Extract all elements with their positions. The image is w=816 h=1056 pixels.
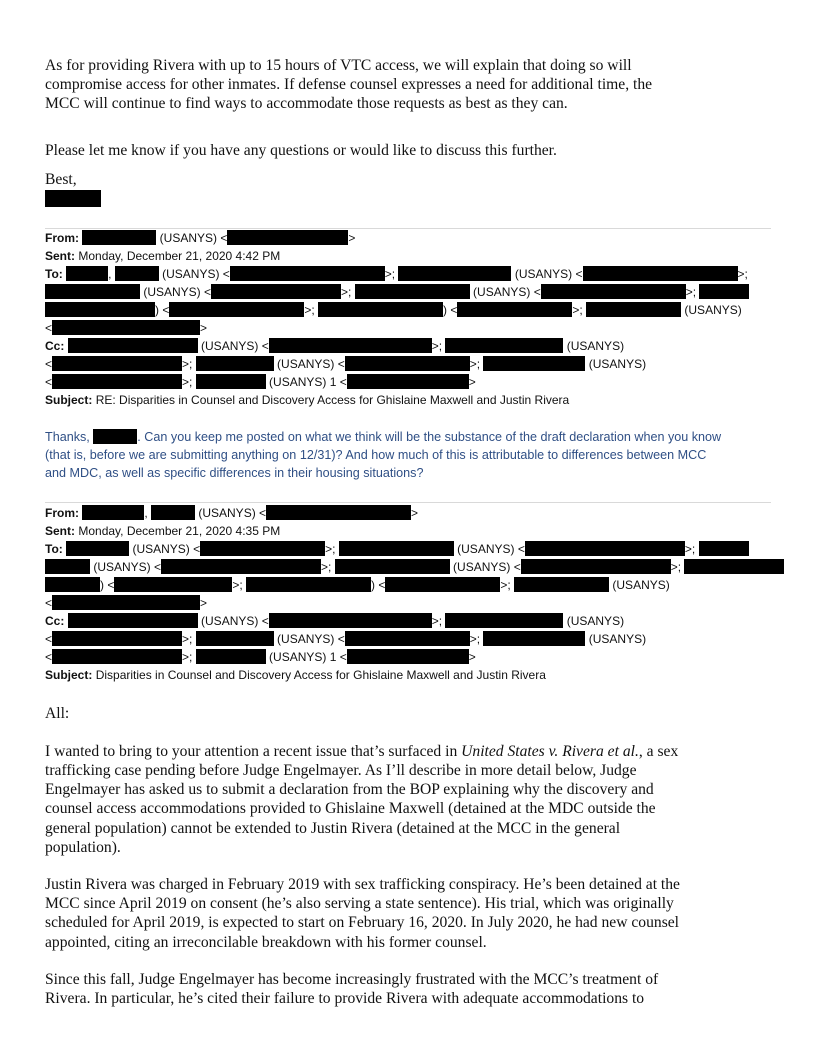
cc-line [45, 374, 476, 391]
redaction-box [211, 284, 341, 299]
field-label: From: [45, 231, 79, 245]
redaction-box [483, 356, 585, 371]
header-text: >; [182, 375, 196, 389]
redaction-box [699, 284, 749, 299]
text-line: MCC since April 2019 on consent (he’s also serving a state sentence). His trial, which was originally [45, 895, 674, 913]
subject-text: Disparities in Counsel and Discovery Access for Ghislaine Maxwell and Justin Rivera [95, 668, 546, 682]
redaction-box [514, 577, 609, 592]
text: Thanks, [45, 430, 94, 444]
text: . Can you keep me posted on what we think will be the substance of the draft declaration when you know [137, 430, 722, 444]
header-text: > [200, 321, 208, 335]
signoff: Best, [45, 171, 77, 188]
field-label: Cc: [45, 614, 65, 628]
header-text: >; [182, 357, 196, 371]
redaction-box [483, 631, 585, 646]
reply-text-line [45, 429, 721, 444]
text: I wanted to bring to your attention a recent issue that’s surfaced in [45, 743, 462, 760]
redaction-box [230, 266, 385, 281]
redaction-box [52, 649, 182, 664]
redaction-box [68, 338, 198, 353]
redaction-box [52, 374, 182, 389]
redaction-box [161, 559, 321, 574]
header-text: (USANYS) [609, 578, 670, 592]
text-line: population). [45, 838, 121, 856]
field-label: Sent: [45, 524, 75, 538]
header-text: (USANYS) [585, 632, 647, 646]
text: (that is, before we are submitting anything on 12/31)? And how much of this is attributable to differences between MCC [45, 447, 707, 462]
cc-line [45, 649, 476, 666]
header-text: >; [325, 542, 339, 556]
text-line: counsel access accommodations provided to Ghislaine Maxwell (detained at the MDC outside the [45, 800, 656, 818]
header-text: >; [469, 632, 484, 646]
header-text: (USANYS) < [195, 506, 267, 520]
redaction-box [93, 429, 137, 444]
sent-date: Monday, December 21, 2020 4:42 PM [78, 249, 281, 263]
header-text: >; [232, 578, 247, 592]
redaction-box [445, 338, 563, 353]
redaction-box [68, 613, 198, 628]
redaction-box [583, 266, 738, 281]
reply-text-line [45, 448, 706, 462]
header-text: (USANYS) 1 < [265, 375, 347, 389]
header-text: > [411, 506, 419, 520]
header-text: >; [670, 560, 685, 574]
redaction-box [52, 320, 200, 335]
text-line: Since this fall, Judge Engelmayer has become increasingly frustrated with the MCC’s treatment of [45, 971, 659, 988]
header-text: (USANYS) < [273, 357, 345, 371]
header-text: (USANYS) < [449, 560, 521, 574]
header-text: > [468, 650, 476, 664]
header-text: , [108, 267, 115, 281]
header-text: (USANYS) < [197, 614, 269, 628]
redaction-box [586, 302, 681, 317]
redaction-box [269, 613, 432, 628]
cc-line [45, 631, 646, 648]
header-text: (USANYS) < [511, 267, 583, 281]
redaction-box [385, 577, 500, 592]
redaction-box [541, 284, 686, 299]
field-label: Subject: [45, 668, 93, 682]
text: , a sex [638, 743, 679, 760]
case-name: United States v. Rivera et al. [461, 743, 639, 760]
header-text: > [348, 231, 356, 245]
redaction-box [200, 541, 325, 556]
header-text: (USANYS) [681, 303, 742, 317]
header-text: > [200, 596, 208, 610]
redaction-box [347, 374, 469, 389]
header-text: (USANYS) < [453, 542, 525, 556]
to-line [45, 541, 749, 558]
field-label: From: [45, 506, 79, 520]
email-divider [45, 502, 771, 503]
redacted-signature [45, 190, 101, 207]
header-text: (USANYS) [585, 357, 647, 371]
to-line [45, 559, 784, 576]
email-divider [45, 228, 771, 229]
text-line: scheduled for April 2019, is expected to start on February 16, 2020. In July 2020, he had new counsel [45, 914, 680, 932]
redaction-box [521, 559, 671, 574]
header-text: (USANYS) [563, 614, 625, 628]
closing-paragraph: Please let me know if you have any questions or would like to discuss this further. [45, 142, 557, 159]
header-text: (USANYS) < [90, 560, 162, 574]
redaction-box [45, 559, 90, 574]
redaction-box [114, 577, 232, 592]
redaction-box [45, 577, 100, 592]
greeting: All: [45, 705, 70, 722]
redaction-box [66, 266, 108, 281]
header-text: (USANYS) < [197, 339, 269, 353]
redaction-box [699, 541, 749, 556]
redaction-box [45, 302, 155, 317]
redaction-box [82, 505, 144, 520]
redaction-box [266, 505, 411, 520]
header-text: > [468, 375, 476, 389]
header-text: >; [431, 614, 446, 628]
header-text: , [144, 506, 152, 520]
redaction-box [66, 541, 129, 556]
header-text: >; [685, 285, 700, 299]
subject-line [45, 392, 569, 409]
redaction-box [196, 649, 266, 664]
redaction-box [227, 230, 348, 245]
cc-line [45, 356, 646, 373]
text: and MDC, as well as specific differences in their housing situations? [45, 466, 424, 480]
redaction-box [445, 613, 563, 628]
redaction-box [82, 230, 156, 245]
header-text: (USANYS) < [140, 285, 212, 299]
to-line [45, 284, 749, 301]
to-line [45, 320, 207, 337]
header-text: >; [684, 542, 699, 556]
header-text: < [45, 596, 53, 610]
redaction-box [45, 284, 140, 299]
reply-text-line [45, 466, 423, 480]
header-text: >; [500, 578, 515, 592]
header-text: (USANYS) [563, 339, 625, 353]
header-text: >; [341, 285, 355, 299]
header-text: ) < [443, 303, 458, 317]
text-line: As for providing Rivera with up to 15 hours of VTC access, we will explain that doing so will [45, 57, 632, 74]
header-text: ) < [155, 303, 170, 317]
sent-line [45, 523, 280, 540]
header-text: >; [304, 303, 319, 317]
subject-text: RE: Disparities in Counsel and Discovery Access for Ghislaine Maxwell and Justin Rivera [95, 393, 570, 407]
redaction-box [196, 631, 274, 646]
header-text: < [45, 321, 53, 335]
redaction-box [457, 302, 572, 317]
field-label: Cc: [45, 339, 65, 353]
header-text: >; [431, 339, 446, 353]
redaction-box [684, 559, 784, 574]
header-text: >; [737, 267, 748, 281]
header-text: >; [321, 560, 335, 574]
field-label: To: [45, 267, 63, 281]
field-label: Sent: [45, 249, 75, 263]
subject-line [45, 667, 546, 684]
to-line [45, 595, 207, 612]
header-text: ) < [371, 578, 386, 592]
redaction-box [52, 631, 182, 646]
redaction-box [355, 284, 470, 299]
text-line: general population) cannot be extended to Justin Rivera (detained at the MCC in the general [45, 819, 621, 837]
header-text: < [45, 375, 53, 389]
header-text: >; [572, 303, 587, 317]
header-text: < [45, 632, 53, 646]
header-text: (USANYS) 1 < [265, 650, 347, 664]
redaction-box [398, 266, 511, 281]
redaction-box [52, 595, 200, 610]
from-line [45, 230, 355, 247]
redaction-box [347, 649, 469, 664]
redaction-box [335, 559, 450, 574]
header-text: (USANYS) < [129, 542, 201, 556]
redaction-box [345, 631, 470, 646]
text-line: MCC will continue to find ways to accommodate those requests as best as they can. [45, 95, 568, 112]
header-text: >; [182, 632, 196, 646]
header-text: (USANYS) < [469, 285, 541, 299]
redaction-box [318, 302, 443, 317]
header-text: (USANYS) < [156, 231, 228, 245]
text-line: Rivera. In particular, he’s cited their failure to provide Rivera with adequate accommodations to [45, 990, 645, 1008]
redaction-box [115, 266, 159, 281]
text-line: appointed, citing an irreconcilable breakdown with his former counsel. [45, 933, 487, 951]
header-text: (USANYS) < [273, 632, 345, 646]
header-text: < [45, 357, 53, 371]
cc-line [45, 338, 624, 355]
redaction-box [151, 505, 195, 520]
cc-line [45, 613, 624, 630]
sent-line [45, 248, 280, 265]
to-line [45, 302, 742, 319]
header-text: < [45, 650, 53, 664]
header-text: >; [182, 650, 196, 664]
sent-date: Monday, December 21, 2020 4:35 PM [78, 524, 281, 538]
header-text: (USANYS) < [158, 267, 230, 281]
redaction-box [169, 302, 304, 317]
redaction-box [246, 577, 371, 592]
field-label: To: [45, 542, 63, 556]
to-line [45, 577, 670, 594]
redaction-box [525, 541, 685, 556]
text-line: compromise access for other inmates. If defense counsel expresses a need for additional time, the [45, 76, 653, 93]
to-line [45, 266, 748, 283]
main-paragraph-1-first-line [45, 743, 678, 761]
redaction-box [52, 356, 182, 371]
header-text: >; [384, 267, 399, 281]
text-line: Engelmayer has asked us to submit a declaration from the BOP explaining why the discovery and [45, 781, 654, 799]
text-line: trafficking case pending before Judge Engelmayer. As I’ll describe in more detail below, Judge [45, 762, 637, 779]
redaction-box [339, 541, 454, 556]
header-text: >; [469, 357, 484, 371]
redaction-box [196, 374, 266, 389]
redaction-box [345, 356, 470, 371]
header-text: ) < [100, 578, 115, 592]
redaction-box [269, 338, 432, 353]
redaction-box [196, 356, 274, 371]
from-line [45, 505, 418, 522]
field-label: Subject: [45, 393, 93, 407]
text-line: Justin Rivera was charged in February 2019 with sex trafficking conspiracy. He’s been detained at the [45, 876, 680, 893]
